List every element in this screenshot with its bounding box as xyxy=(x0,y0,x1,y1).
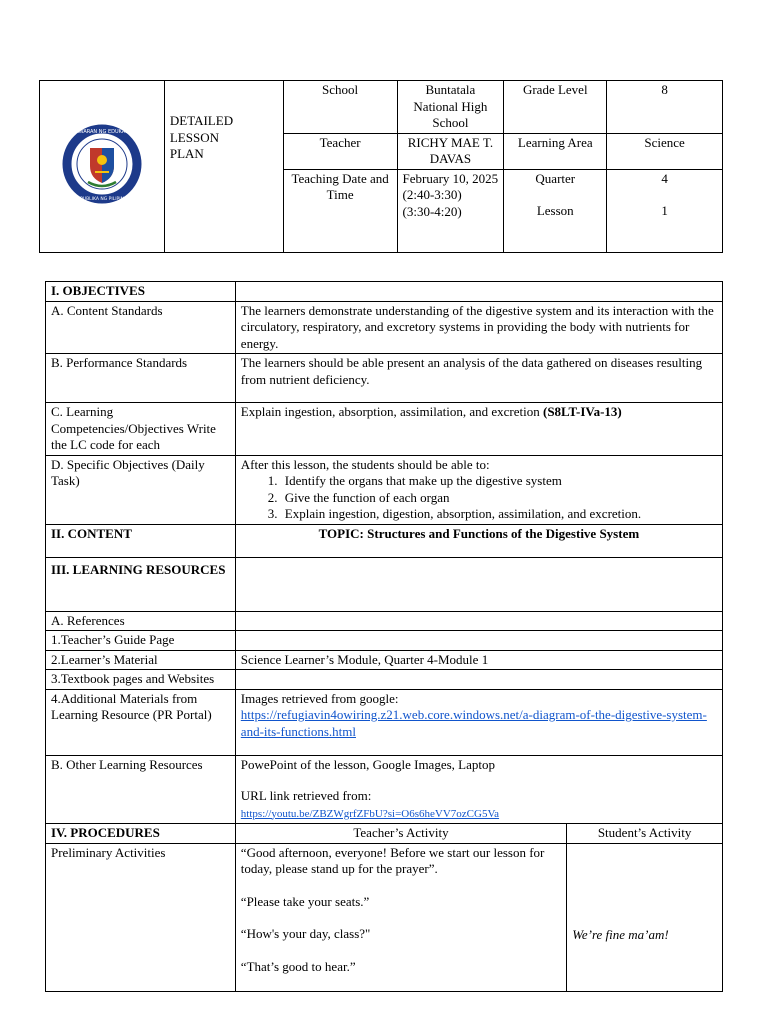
preliminary-activities-label: Preliminary Activities xyxy=(46,843,236,991)
student-activity-heading: Student’s Activity xyxy=(567,824,723,844)
teaching-date-label: Teaching Date and Time xyxy=(283,169,397,252)
teaching-date-value xyxy=(397,169,504,252)
title-line: LESSON xyxy=(169,129,219,145)
quarter-lesson-labels xyxy=(504,169,607,252)
list-item: 1. Identify the organs that make up the digestive system xyxy=(281,473,717,490)
logo-cell xyxy=(40,81,165,253)
svg-text:REPUBLIKA NG PILIPINAS: REPUBLIKA NG PILIPINAS xyxy=(74,197,130,202)
grade-level-label: Grade Level xyxy=(504,81,607,134)
objectives-heading: I. OBJECTIVES xyxy=(46,282,236,302)
learners-material-label: 2.Learner’s Material xyxy=(46,650,236,670)
deped-seal-logo xyxy=(60,122,144,206)
date-text: February 10, 2025 xyxy=(402,170,499,186)
quarter-lesson-values xyxy=(607,169,723,252)
teacher-activity-heading: Teacher’s Activity xyxy=(235,824,566,844)
quarter-label: Quarter xyxy=(535,170,576,186)
lesson-label: Lesson xyxy=(536,203,574,218)
references-blank xyxy=(235,611,722,631)
lc-code: (S8LT-IVa-13) xyxy=(543,404,622,419)
teacher-line: “Please take your seats.” xyxy=(240,893,370,909)
references-label: A. References xyxy=(46,611,236,631)
specific-objectives-list xyxy=(241,473,717,523)
title-line: DETAILED xyxy=(169,113,234,128)
url-intro: URL link retrieved from: xyxy=(240,788,372,803)
teacher-activity-cell xyxy=(235,843,566,991)
textbook-blank xyxy=(235,670,722,690)
content-standards-label: A. Content Standards xyxy=(46,301,236,354)
teacher-line: “Good afternoon, everyone! Before we start our lesson for today, please stand up for the prayer”. xyxy=(240,844,545,876)
list-item: 2. Give the function of each organ xyxy=(281,490,717,507)
performance-standards-text: The learners should be able present an analysis of the data gathered on diseases resulting from nutrient deficiency. xyxy=(235,354,722,403)
objectives-heading-blank xyxy=(235,282,722,302)
specific-objectives-text xyxy=(235,455,722,524)
specific-objectives-intro: After this lesson, the students should be able to: xyxy=(240,456,490,472)
other-resources-value xyxy=(235,755,722,824)
time-slot-1: (2:40-3:30) xyxy=(402,187,462,202)
lesson-plan-table xyxy=(45,281,723,992)
content-heading: II. CONTENT xyxy=(46,524,236,557)
quarter-value: 4 xyxy=(661,170,668,186)
teacher-label: Teacher xyxy=(283,133,397,169)
teachers-guide-blank xyxy=(235,631,722,651)
grade-level-value: 8 xyxy=(607,81,723,134)
teacher-line: “That’s good to hear.” xyxy=(240,958,356,974)
performance-standards-label: B. Performance Standards xyxy=(46,354,236,403)
procedures-heading: IV. PROCEDURES xyxy=(46,824,236,844)
student-activity-cell xyxy=(567,843,723,991)
time-slot-2: (3:30-4:20) xyxy=(402,203,462,219)
other-resources-label: B. Other Learning Resources xyxy=(46,755,236,824)
learning-resources-blank xyxy=(235,557,722,611)
learning-resources-heading: III. LEARNING RESOURCES xyxy=(46,557,236,611)
learners-material-value: Science Learner’s Module, Quarter 4-Module 1 xyxy=(235,650,722,670)
learning-competencies-text xyxy=(235,403,722,456)
student-reply: We’re fine ma’am! xyxy=(572,926,669,942)
additional-materials-value xyxy=(235,689,722,755)
school-value: Buntatala National High School xyxy=(397,81,504,134)
content-standards-text: The learners demonstrate understanding of the digestive system and its interaction with the circulatory, respiratory, and excretory systems in providing the body with nutrients for energy. xyxy=(235,301,722,354)
teacher-line: “How's your day, class?" xyxy=(240,926,371,941)
teachers-guide-label: 1.Teacher’s Guide Page xyxy=(46,631,236,651)
additional-materials-intro: Images retrieved from google: xyxy=(240,690,399,706)
other-resources-text: PowePoint of the lesson, Google Images, Laptop xyxy=(240,756,495,772)
lesson-plan-title xyxy=(164,81,283,253)
learning-area-label: Learning Area xyxy=(504,133,607,169)
google-images-link[interactable]: https://refugiavin4owiring.z21.web.core.windows.net/a-diagram-of-the-digestive-system-and-its-functions.html xyxy=(240,707,707,739)
textbook-label: 3.Textbook pages and Websites xyxy=(46,670,236,690)
learning-area-value: Science xyxy=(607,133,723,169)
teacher-value: RICHY MAE T. DAVAS xyxy=(397,133,504,169)
specific-objectives-label: D. Specific Objectives (Daily Task) xyxy=(46,455,236,524)
title-line: PLAN xyxy=(169,146,204,161)
svg-text:KAGAWARAN NG EDUKASYON: KAGAWARAN NG EDUKASYON xyxy=(65,129,139,135)
competency-description: Explain ingestion, absorption, assimilation, and excretion xyxy=(240,404,543,419)
lesson-value: 1 xyxy=(661,203,668,218)
topic-title: TOPIC: Structures and Functions of the Digestive System xyxy=(235,524,722,557)
header-table xyxy=(39,80,723,253)
list-item: 3. Explain ingestion, digestion, absorption, assimilation, and excretion. xyxy=(281,506,717,523)
school-label: School xyxy=(283,81,397,134)
youtube-link[interactable]: https://youtu.be/ZBZWgrfZFbU?si=O6s6heVV7ozCG5Va xyxy=(240,807,500,820)
learning-competencies-label: C. Learning Competencies/Objectives Write the LC code for each xyxy=(46,403,236,456)
additional-materials-label: 4.Additional Materials from Learning Resource (PR Portal) xyxy=(46,689,236,755)
